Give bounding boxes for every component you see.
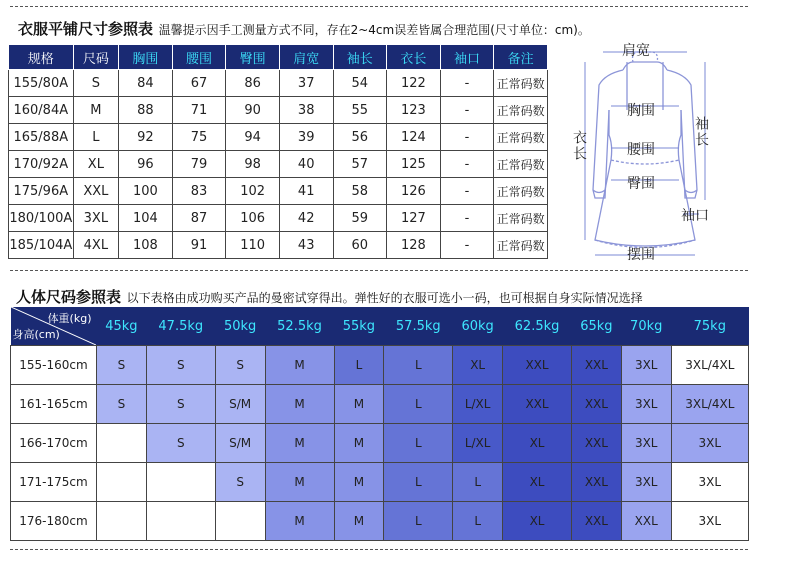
size-table-row [9,151,548,178]
size-recommendation-cell: 3XL/4XL [671,385,748,424]
header-cell: 尺码 [73,45,119,70]
size-table-cell: 59 [333,205,387,232]
size-table-cell: - [440,178,494,205]
size-table-cell: 79 [172,151,226,178]
size-recommendation-cell: L [384,346,453,385]
size-recommendation-cell [97,424,147,463]
divider-middle [10,270,748,271]
size-table-cell: S [73,70,119,97]
size-title-main: 衣服平铺尺寸参照表 [18,20,154,38]
size-table-cell: 40 [279,151,333,178]
size-recommendation-cell: S [146,424,215,463]
size-table-cell: - [440,124,494,151]
size-table-cell: 54 [333,70,387,97]
weight-axis-label: 体重(kg) [47,312,92,325]
label-chest: 胸围 [627,103,655,119]
size-section-title [18,18,590,39]
size-table-cell: 100 [119,178,173,205]
label-cuff: 袖口 [681,208,709,224]
size-recommendation-cell: M [334,385,384,424]
header-cell: 衣长 [387,45,441,70]
size-recommendation-cell: 3XL [671,424,748,463]
size-recommendation-cell: XXL [572,424,622,463]
size-table-cell: 正常码数 [494,232,548,259]
size-table-cell: 86 [226,70,280,97]
size-table-cell: 126 [387,178,441,205]
header-cell: 肩宽 [279,45,333,70]
label-shoulder: 肩宽 [622,43,650,59]
header-cell: 胸围 [119,45,173,70]
weight-header-cell: 65kg [572,307,622,346]
size-table-cell: - [440,151,494,178]
size-table-cell: 125 [387,151,441,178]
size-table-cell: 128 [387,232,441,259]
size-recommendation-cell: S [97,346,147,385]
size-table-cell: 正常码数 [494,70,548,97]
weight-header-cell: 50kg [215,307,265,346]
size-recommendation-cell: M [334,463,384,502]
size-recommendation-cell: L/XL [453,424,503,463]
size-recommendation-cell: S [97,385,147,424]
header-cell: 袖口 [440,45,494,70]
size-table-cell: - [440,70,494,97]
size-recommendation-cell: 3XL [671,502,748,541]
header-cell: 规格 [9,45,74,70]
size-table-cell: 180/100A [9,205,74,232]
size-recommendation-cell: XL [503,424,572,463]
height-row-label: 161-165cm [11,385,97,424]
size-table-cell: 185/104A [9,232,74,259]
size-table-cell: - [440,97,494,124]
weight-header-cell: 60kg [453,307,503,346]
size-table-cell: 57 [333,151,387,178]
size-table-cell: 88 [119,97,173,124]
weight-header-cell: 57.5kg [384,307,453,346]
size-table-cell: 160/84A [9,97,74,124]
size-recommendation-cell: S/M [215,385,265,424]
size-table-cell: 108 [119,232,173,259]
size-recommendation-cell: 3XL [671,463,748,502]
weight-header-cell: 62.5kg [503,307,572,346]
size-table-row [9,70,548,97]
size-table-cell: 42 [279,205,333,232]
size-recommendation-cell [97,463,147,502]
size-table-row [9,97,548,124]
size-table-row [9,232,548,259]
size-recommendation-cell: M [265,385,334,424]
size-recommendation-cell [97,502,147,541]
size-recommendation-cell: M [265,424,334,463]
divider-top [10,6,748,7]
size-table-cell: 正常码数 [494,178,548,205]
size-recommendation-cell: XXL [572,463,622,502]
size-table-cell: 67 [172,70,226,97]
weight-header-cell: 52.5kg [265,307,334,346]
size-recommendation-cell: L [453,463,503,502]
size-table-cell: 60 [333,232,387,259]
label-sleeve: 袖长 [693,116,709,148]
size-recommendation-cell: S/M [215,424,265,463]
body-table-row [11,424,749,463]
size-table-cell: 37 [279,70,333,97]
size-recommendation-cell: 3XL [621,346,671,385]
size-recommendation-cell: L [384,463,453,502]
size-recommendation-cell: S [146,346,215,385]
size-title-sub: 温馨提示因手工测量方式不同，存在2~4cm误差皆属合理范围(尺寸单位：cm)。 [158,23,590,37]
size-table-cell: 122 [387,70,441,97]
height-row-label: 176-180cm [11,502,97,541]
size-table-cell: 71 [172,97,226,124]
size-table-cell: 55 [333,97,387,124]
size-recommendation-cell: L/XL [453,385,503,424]
size-table-cell: 123 [387,97,441,124]
body-title-main: 人体尺码参照表 [16,288,122,306]
size-recommendation-cell: XXL [503,385,572,424]
size-recommendation-cell: L [453,502,503,541]
size-table-cell: 165/88A [9,124,74,151]
size-table-cell: - [440,205,494,232]
size-table-cell: 56 [333,124,387,151]
size-recommendation-cell [215,502,265,541]
size-table-cell: 58 [333,178,387,205]
size-table-cell: 3XL [73,205,119,232]
size-table-cell: 91 [172,232,226,259]
size-table-cell: 127 [387,205,441,232]
size-table-cell: 175/96A [9,178,74,205]
size-recommendation-cell: L [384,502,453,541]
size-table-row [9,178,548,205]
size-table-cell: 38 [279,97,333,124]
size-table-row [9,205,548,232]
header-cell: 袖长 [333,45,387,70]
size-recommendation-cell: XL [503,502,572,541]
size-recommendation-cell: XXL [572,502,622,541]
size-recommendation-cell: 3XL [621,424,671,463]
size-recommendation-cell [146,463,215,502]
size-table-cell: L [73,124,119,151]
body-table-row [11,502,749,541]
size-table-cell: 155/80A [9,70,74,97]
size-recommendation-cell: L [334,346,384,385]
garment-diagram [565,40,725,270]
size-table-cell: 104 [119,205,173,232]
size-recommendation-cell: 3XL [621,385,671,424]
divider-bottom [10,549,748,550]
body-table-row [11,463,749,502]
size-table-cell: 96 [119,151,173,178]
body-section-title [16,286,643,307]
body-table-row [11,346,749,385]
size-recommendation-cell: XXL [503,346,572,385]
size-table-cell: 124 [387,124,441,151]
size-recommendation-cell: XXL [572,346,622,385]
weight-header-cell: 55kg [334,307,384,346]
size-table-cell: 84 [119,70,173,97]
size-recommendation-cell: XXL [621,502,671,541]
label-length: 衣长 [571,130,587,162]
garment-size-table [8,44,548,259]
size-recommendation-cell: XL [503,463,572,502]
size-table-cell: - [440,232,494,259]
size-table-cell: 94 [226,124,280,151]
height-row-label: 166-170cm [11,424,97,463]
size-table-cell: 83 [172,178,226,205]
size-table-cell: 41 [279,178,333,205]
size-recommendation-cell: S [215,346,265,385]
size-recommendation-cell: M [334,424,384,463]
size-recommendation-cell: XXL [572,385,622,424]
weight-header-cell: 75kg [671,307,748,346]
weight-header-cell: 47.5kg [146,307,215,346]
size-table-cell: 正常码数 [494,205,548,232]
size-recommendation-cell: L [384,424,453,463]
height-axis-label: 身高(cm) [12,328,60,341]
size-table-cell: 102 [226,178,280,205]
size-table-cell: 106 [226,205,280,232]
size-table-cell: 90 [226,97,280,124]
label-waist: 腰围 [627,142,655,158]
weight-header-cell: 70kg [621,307,671,346]
size-recommendation-cell: M [265,346,334,385]
size-table-cell: 正常码数 [494,124,548,151]
size-table-cell: M [73,97,119,124]
size-table-header [9,45,548,70]
size-recommendation-cell: 3XL/4XL [671,346,748,385]
size-recommendation-cell: S [146,385,215,424]
header-cell: 备注 [494,45,548,70]
size-table-cell: 87 [172,205,226,232]
size-recommendation-cell: M [265,463,334,502]
size-table-cell: 39 [279,124,333,151]
size-table-cell: 43 [279,232,333,259]
label-hip: 臀围 [627,176,655,192]
size-table-cell: 92 [119,124,173,151]
body-size-table [10,307,749,541]
body-table-header [11,307,749,346]
size-recommendation-cell [146,502,215,541]
size-table-cell: 75 [172,124,226,151]
size-table-cell: XXL [73,178,119,205]
size-table-row [9,124,548,151]
corner-cell [11,307,97,346]
body-title-sub: 以下表格由成功购买产品的曼密试穿得出。弹性好的衣服可选小一码，也可根据自身实际情况选择 [126,291,643,305]
size-table-cell: 4XL [73,232,119,259]
size-table-cell: 正常码数 [494,97,548,124]
size-recommendation-cell: L [384,385,453,424]
label-hem: 摆围 [627,247,655,263]
size-table-cell: XL [73,151,119,178]
size-table-cell: 110 [226,232,280,259]
height-row-label: 171-175cm [11,463,97,502]
size-table-cell: 98 [226,151,280,178]
size-recommendation-cell: S [215,463,265,502]
size-recommendation-cell: M [265,502,334,541]
size-recommendation-cell: M [334,502,384,541]
size-table-cell: 170/92A [9,151,74,178]
size-table-cell: 正常码数 [494,151,548,178]
weight-header-cell: 45kg [97,307,147,346]
height-row-label: 155-160cm [11,346,97,385]
size-recommendation-cell: 3XL [621,463,671,502]
size-recommendation-cell: XL [453,346,503,385]
header-cell: 臀围 [226,45,280,70]
body-table-row [11,385,749,424]
header-cell: 腰围 [172,45,226,70]
